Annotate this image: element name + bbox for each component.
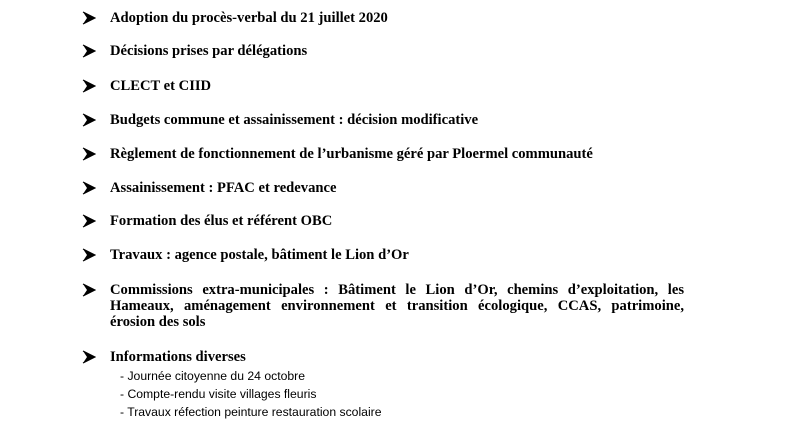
arrowhead-bullet-icon: [82, 79, 96, 93]
sub-list-item: - Travaux réfection peinture restauration scolaire: [120, 405, 382, 419]
informations-sub-list: [120, 367, 381, 421]
agenda-item-label: Budgets commune et assainissement : décision modificative: [110, 112, 479, 128]
arrowhead-bullet-icon: [82, 113, 96, 127]
arrowhead-bullet-icon: [82, 44, 96, 58]
sub-list-item: - Journée citoyenne du 24 octobre: [120, 369, 305, 383]
agenda-item: [82, 146, 682, 162]
agenda-item: [82, 349, 682, 365]
sub-list-item: - Compte-rendu visite villages fleuris: [120, 387, 317, 401]
arrowhead-bullet-icon: [82, 214, 96, 228]
agenda-item: [82, 112, 682, 128]
arrowhead-bullet-icon: [82, 248, 96, 262]
arrowhead-bullet-icon: [82, 350, 96, 364]
arrowhead-bullet-icon: [82, 147, 96, 161]
agenda-item: [82, 10, 682, 26]
agenda-item-label: CLECT et CIID: [110, 78, 212, 94]
arrowhead-bullet-icon: [82, 11, 96, 25]
agenda-item-label: Formation des élus et référent OBC: [110, 213, 333, 229]
agenda-item: [82, 213, 682, 229]
agenda-item-label: Adoption du procès-verbal du 21 juillet 2020: [110, 10, 388, 26]
agenda-item: [82, 180, 682, 196]
agenda-item: [82, 78, 682, 94]
agenda-item: [82, 247, 682, 263]
agenda-item: [82, 282, 684, 330]
arrowhead-bullet-icon: [82, 181, 96, 195]
agenda-item-label: Commissions extra-municipales : Bâtiment le Lion d’Or, chemins d’exploitation, les Hameaux, aménagement environnement et transition écologique, CCAS, patrimoine, érosion des sols: [110, 282, 684, 330]
agenda-item-label: Informations diverses: [110, 349, 246, 365]
arrowhead-bullet-icon: [82, 283, 96, 297]
agenda-item-label: Décisions prises par délégations: [110, 43, 308, 59]
agenda-item-label: Travaux : agence postale, bâtiment le Lion d’Or: [110, 247, 409, 263]
agenda-item: [82, 43, 682, 59]
agenda-item-label: Assainissement : PFAC et redevance: [110, 180, 337, 196]
agenda-item-label: Règlement de fonctionnement de l’urbanisme géré par Ploermel communauté: [110, 146, 593, 162]
